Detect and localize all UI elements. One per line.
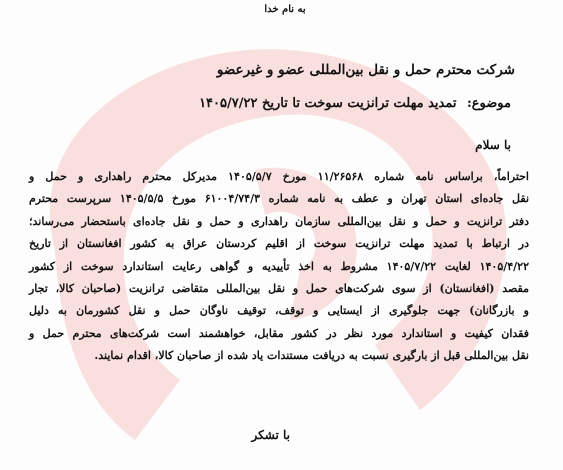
subject-text: تمدید مهلت ترانزیت سوخت تا تاریخ ۱۴۰۵/۷/۲۲ bbox=[199, 96, 457, 111]
greeting: با سلام bbox=[475, 138, 511, 152]
body-line: دفتر ترانزیت و حمل و نقل بین‌المللی سازمان راهداری و حمل و نقل جاده‌ای باستحضار می‌رساند؛ bbox=[29, 214, 529, 228]
body-line: در ارتباط با تمدید مهلت ترانزیت سوخت از اقلیم کردستان عراق به کشور افغانستان از تاریخ bbox=[29, 237, 529, 251]
body-line: فقدان کیفیت و استاندارد مورد نظر در کشور مقابل، خواهشمند است شرکت‌های محترم حمل و bbox=[29, 326, 529, 340]
subject-label: موضوع: bbox=[467, 96, 511, 111]
body-line: مقصد (افغانستان) از سوی شرکت‌های حمل و نقل بین‌المللی متقاضی ترانزیت (صاحبان کالا، تجار bbox=[29, 281, 529, 295]
body-line: ۱۴۰۵/۴/۲۲ لغایت ۱۴۰۵/۷/۲۲ مشروط به اخذ تأییدیه و گواهی رعایت استاندارد سوخت از کشور bbox=[29, 259, 529, 273]
body-line: نقل جاده‌ای استان تهران و عطف به نامه شماره ۶۱۰۰۴/۷۴/۳ مورخ ۱۴۰۵/۵/۵ سرپرست محترم bbox=[29, 192, 530, 206]
letter-body bbox=[29, 166, 529, 368]
body-line: و بازرگانان) جهت جلوگیری از ایستایی و توقف، توقیف ناوگان حمل و نقل کشورمان به دلیل bbox=[29, 304, 529, 318]
subject-line bbox=[31, 96, 511, 111]
signoff: با تشکر bbox=[251, 428, 290, 442]
basmala-heading: به نام خدا bbox=[264, 4, 306, 15]
recipient-line: شرکت محترم حمل و نقل بین‌المللی عضو و غیرعضو bbox=[216, 62, 515, 78]
body-line: احتراماً، براساس نامه شماره ۱۱/۲۶۵۶۸ مورخ ۱۴۰۵/۵/۷ مدیرکل محترم راهداری و حمل و bbox=[29, 170, 529, 183]
body-line: نقل بین‌المللی قبل از بارگیری نسبت به دریافت مستندات یاد شده از صاحبان کالا، اقدام نمایند. bbox=[94, 349, 529, 363]
